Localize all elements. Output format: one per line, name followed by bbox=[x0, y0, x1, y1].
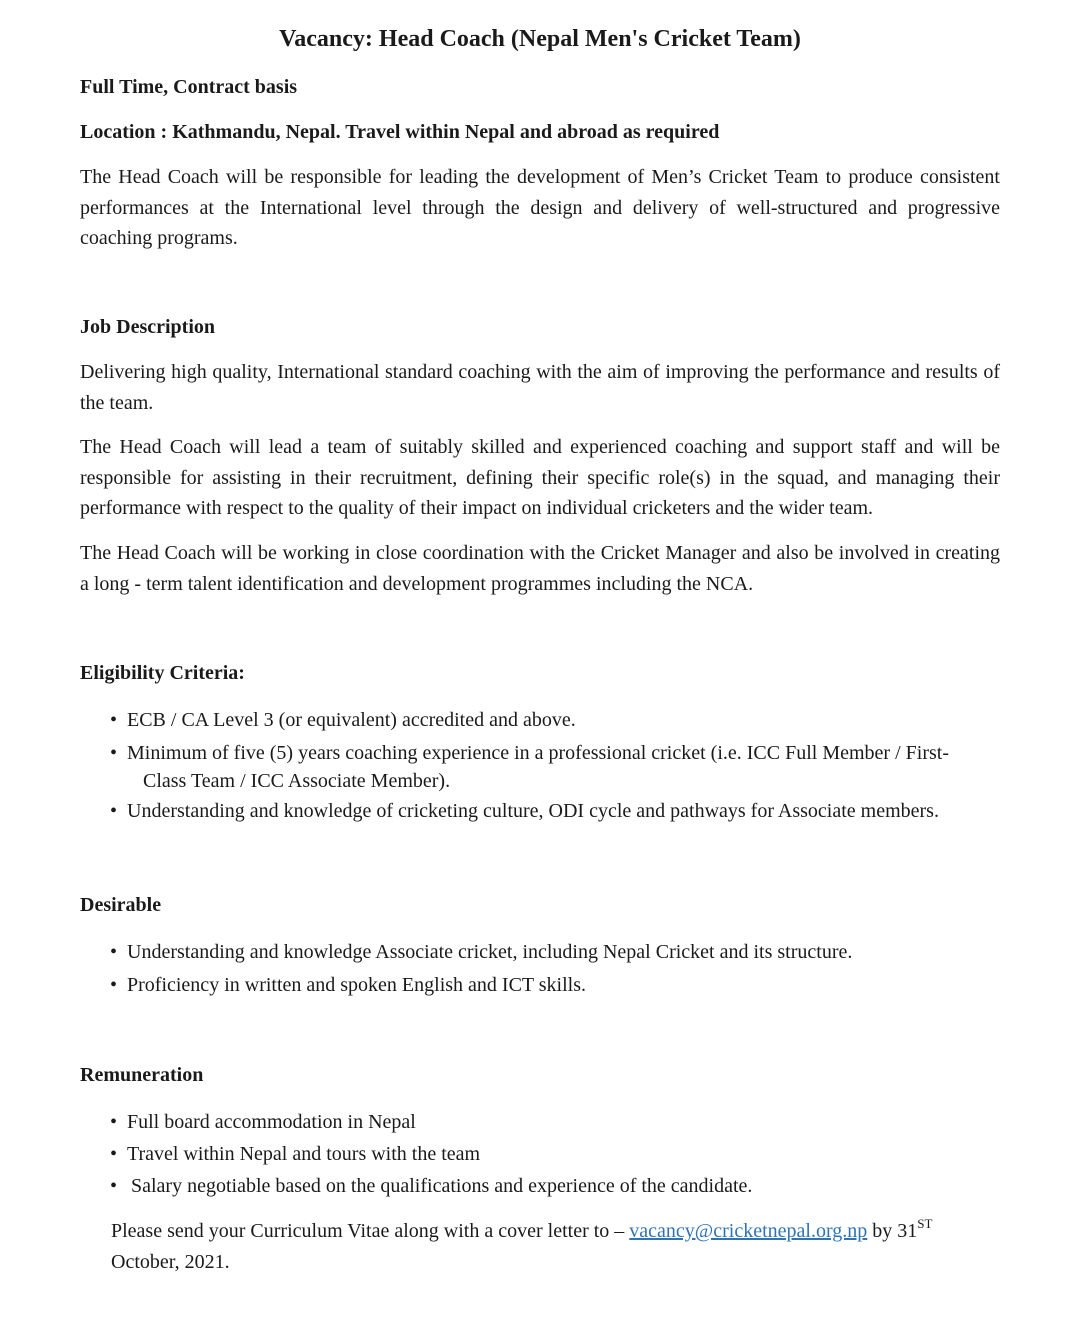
list-item: • Travel within Nepal and tours with the team bbox=[110, 1138, 1010, 1170]
list-item-continuation: Class Team / ICC Associate Member). bbox=[143, 770, 451, 792]
list-item: • Proficiency in written and spoken English and ICT skills. bbox=[110, 969, 1010, 1002]
email-link[interactable]: vacancy@cricketnepal.org.np bbox=[629, 1220, 868, 1242]
intro-paragraph: The Head Coach will be responsible for leading the development of Men’s Cricket Team to produce consistent performances at the International level through the design and delivery of well-structured and progressive coaching programs. bbox=[80, 166, 1000, 249]
employment-type: Full Time, Contract basis bbox=[80, 76, 298, 98]
remuneration-list bbox=[110, 1106, 1010, 1202]
closing-paragraph bbox=[111, 1216, 1001, 1277]
list-item: • Minimum of five (5) years coaching experience in a professional cricket (i.e. ICC Full Member / First- bbox=[110, 737, 1010, 770]
desirable-list bbox=[110, 936, 1010, 1002]
date-suffix: ST bbox=[917, 1216, 933, 1231]
job-description-paragraph: The Head Coach will lead a team of suitably skilled and experienced coaching and support staff and will be responsible for assisting in their recruitment, defining their specific role(s) in the squad, and managing their performance with respect to the quality of their impact on individual cricketers and the wider team. bbox=[80, 436, 1000, 519]
closing-by: by 31 bbox=[867, 1220, 918, 1242]
job-description-paragraph: Delivering high quality, International standard coaching with the aim of improving the performance and results of the team. bbox=[80, 361, 1000, 414]
list-item: • ECB / CA Level 3 (or equivalent) accredited and above. bbox=[110, 704, 1010, 737]
list-item: • Understanding and knowledge Associate cricket, including Nepal Cricket and its structure. bbox=[110, 936, 1010, 969]
location: Location : Kathmandu, Nepal. Travel within Nepal and abroad as required bbox=[80, 121, 720, 143]
closing-date: October, 2021. bbox=[111, 1250, 230, 1273]
list-item: • Full board accommodation in Nepal bbox=[110, 1106, 1010, 1138]
list-item: • Salary negotiable based on the qualifications and experience of the candidate. bbox=[110, 1170, 1010, 1202]
eligibility-heading: Eligibility Criteria: bbox=[80, 662, 245, 684]
job-description-paragraph: The Head Coach will be working in close coordination with the Cricket Manager and also be involved in creating a long - term talent identification and development programmes including the NCA. bbox=[80, 542, 1000, 595]
list-item: • Understanding and knowledge of cricketing culture, ODI cycle and pathways for Associate members. bbox=[110, 795, 1010, 828]
desirable-heading: Desirable bbox=[80, 894, 162, 916]
remuneration-heading: Remuneration bbox=[80, 1064, 204, 1086]
closing-prefix: Please send your Curriculum Vitae along with a cover letter to – bbox=[111, 1220, 630, 1242]
eligibility-list bbox=[110, 704, 1010, 828]
page-title: Vacancy: Head Coach (Nepal Men's Cricket Team) bbox=[279, 26, 801, 52]
job-description-heading: Job Description bbox=[80, 316, 215, 338]
